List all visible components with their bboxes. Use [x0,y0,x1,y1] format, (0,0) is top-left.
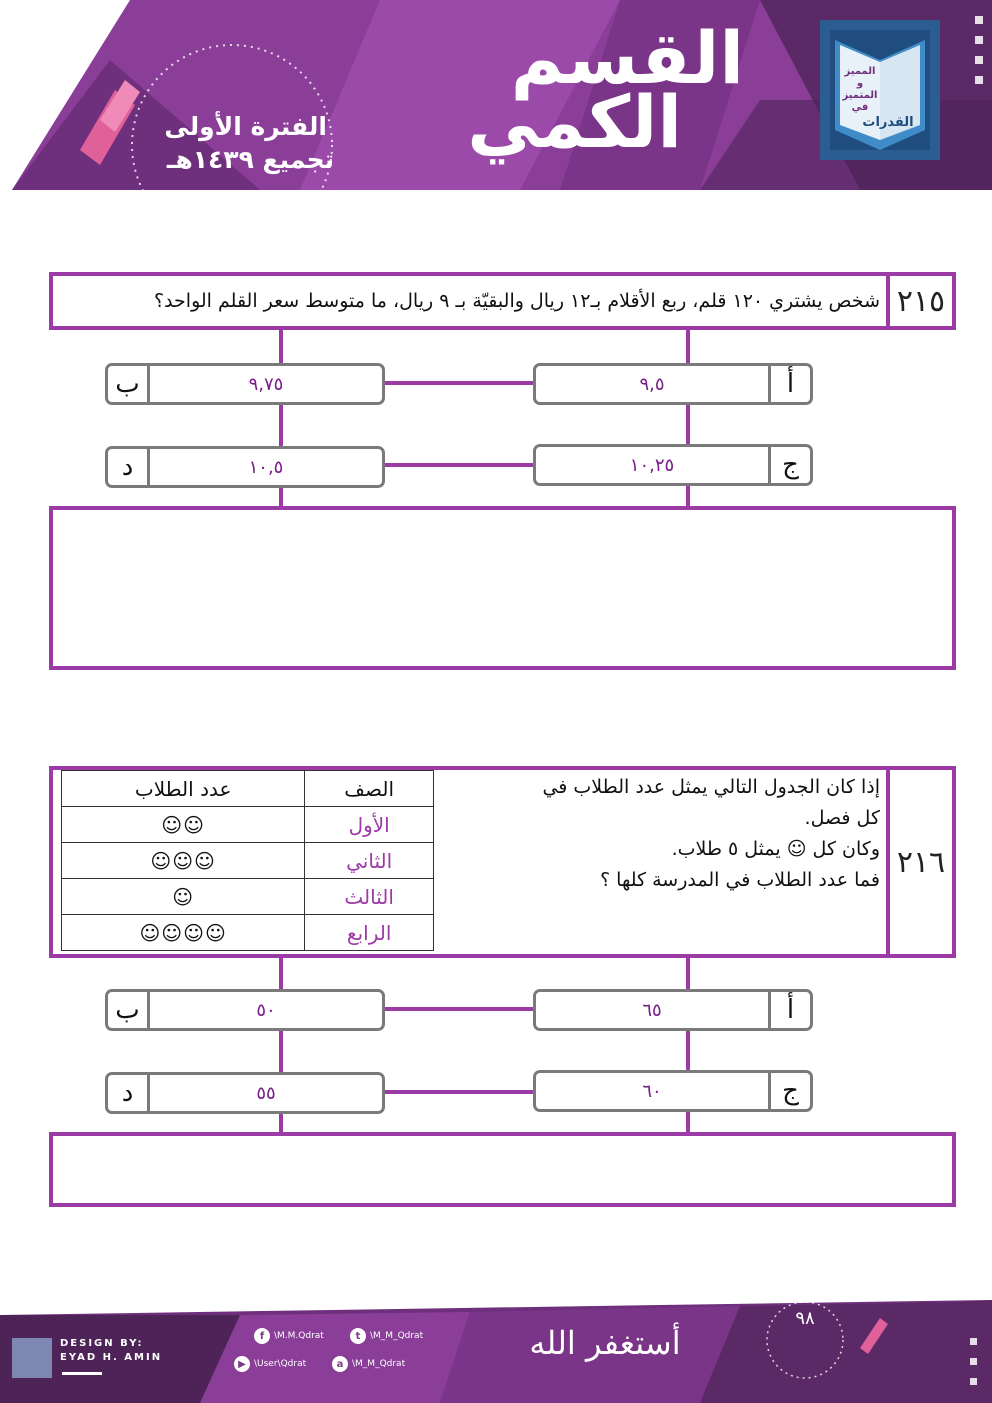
connector [383,1007,535,1011]
option-c[interactable] [533,1070,813,1112]
connector [383,1090,535,1094]
question-text: شخص يشتري ١٢٠ قلم، ربع الأقلام بـ١٢ ريال والبقيّة بـ ٩ ريال، ما متوسط سعر القلم الواحد؟ [154,290,880,312]
logo-text-top: المميز و المتميز في [842,66,878,113]
twitter-icon: t [350,1328,366,1344]
option-letter: ج [768,1073,810,1109]
faces-cell: ☺☺☺☺ [62,915,305,951]
facebook-link[interactable] [254,1328,324,1344]
option-c[interactable] [533,444,813,486]
question-number: ٢١٥ [886,276,952,326]
youtube-handle: \User\Qdrat [254,1359,307,1369]
answer-work-area[interactable] [49,506,956,670]
page-number: ٩٨ [795,1308,815,1329]
option-a[interactable] [533,363,813,405]
question-line: إذا كان الجدول التالي يمثل عدد الطلاب في [542,776,880,798]
faces-cell: ☺☺☺ [62,843,305,879]
question-number: ٢١٦ [886,770,952,954]
connector [383,463,535,467]
page-footer [0,1300,992,1403]
option-value: ٥٥ [256,1082,276,1104]
option-value: ٥٠ [256,999,276,1021]
connector [383,381,535,385]
facebook-handle: \M.M.Qdrat [274,1331,324,1341]
option-value: ٦٠ [642,1080,662,1102]
option-letter: ب [108,992,150,1028]
students-table [61,770,434,951]
twitter-link[interactable] [350,1328,423,1344]
option-a[interactable] [533,989,813,1031]
option-letter: د [108,449,150,485]
grade-cell: الرابع [305,915,434,951]
grade-cell: الثاني [305,843,434,879]
faces-cell: ☺ [62,879,305,915]
answer-work-area[interactable] [49,1132,956,1207]
footer-calligraphy: أستغفر الله [529,1324,681,1362]
period-line1: الفترة الأولى [164,112,327,141]
option-d[interactable] [105,1072,385,1114]
facebook-icon: f [254,1328,270,1344]
option-value: ٩,٥ [639,373,665,395]
page-header [0,0,992,190]
option-b[interactable] [105,363,385,405]
option-letter: د [108,1075,150,1111]
option-letter: أ [768,366,810,402]
youtube-link[interactable] [234,1356,306,1372]
grade-cell: الأول [305,807,434,843]
grade-cell: الثالث [305,879,434,915]
option-value: ٩,٧٥ [248,373,284,395]
option-value: ١٠,٥ [248,456,284,478]
option-letter: أ [768,992,810,1028]
option-value: ١٠,٢٥ [629,454,675,476]
title-line2: الكمي [467,80,682,164]
ask-handle: \M_M_Qdrat [352,1359,406,1369]
youtube-icon: ▶ [234,1356,250,1372]
table-header-row [62,771,434,807]
option-letter: ب [108,366,150,402]
header-grade: الصف [305,771,434,807]
title-line1: القسم [510,16,744,100]
question-line: فما عدد الطلاب في المدرسة كلها ؟ [600,869,880,891]
table-row [62,915,434,951]
question-line: كل فصل. [804,807,880,829]
question-box [49,272,956,330]
period-line2: تجميع ١٤٣٩هـ [166,145,334,174]
logo-text-bottom: القدرات [862,115,914,130]
ask-link[interactable] [332,1356,405,1372]
table-row [62,879,434,915]
designer-name: EYAD H. AMIN [60,1352,163,1363]
design-by-label: DESIGN BY: [60,1338,144,1349]
question-box [49,766,956,958]
table-row [62,807,434,843]
option-d[interactable] [105,446,385,488]
option-value: ٦٥ [642,999,662,1021]
ask-icon: a [332,1356,348,1372]
table-row [62,843,434,879]
option-b[interactable] [105,989,385,1031]
header-count: عدد الطلاب [62,771,305,807]
option-letter: ج [768,447,810,483]
twitter-handle: \M_M_Qdrat [370,1331,424,1341]
faces-cell: ☺☺ [62,807,305,843]
question-line: وكان كل ☺ يمثل ٥ طلاب. [671,838,880,860]
